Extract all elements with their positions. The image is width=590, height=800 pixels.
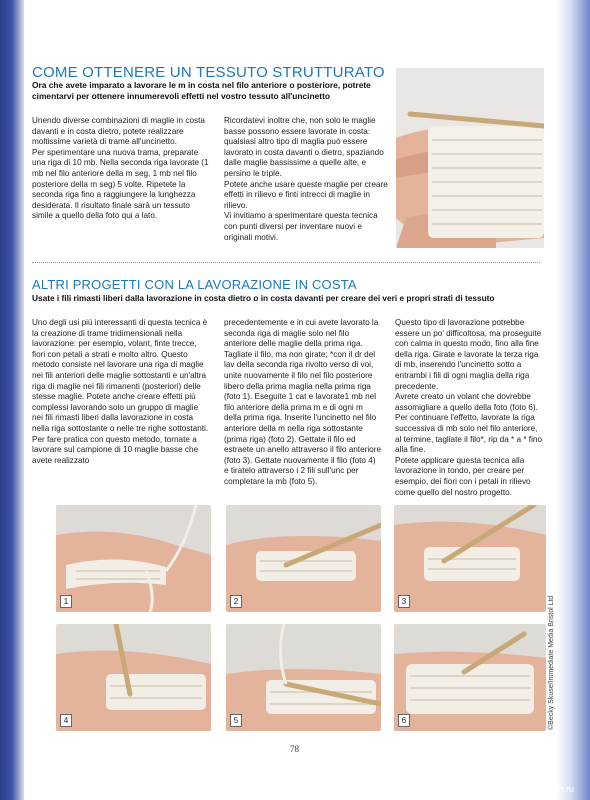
paragraph: Per sperimentare una nuova trama, preparate una riga di 10 mb. Nella seconda riga lavorate (1 mb nel filo anteriore della m seg, 1 mb nel filo posteriore della m seg) 5 volte. Ripetete la seconda riga fino a raggiungere la lunghezza desiderata. Il risultato finale sarà un tessuto simile a quello della foto qui a lato. xyxy=(32,147,209,221)
step-photo-5 xyxy=(226,624,381,731)
watermark: PassionForum.ru xyxy=(505,784,574,794)
section2-column-2 xyxy=(224,318,382,488)
paragraph: Uno degli usi più interessanti di questa tecnica è la creazione di trame tridimensionali nella lavorazione: per esempio, volant, finte trecce, fiori con petali a strati e molto altro. Questo metodo consiste nel lavorare una riga di maglie nei fili anteriori delle maglie sottostanti e un'altra riga di maglie nei fili rimanenti (posteriori) delle stesse maglie. Potete anche creare effetti più complessi lavorando solo un gruppo di maglie nei fili rimasti liberi dalla lavorazione in costa nella riga sottostante o nelle tre righe sottostanti. Per fare pratica con questo metodo, tornate a lavorare sul campione di 10 maglie basse che avete realizzato xyxy=(32,318,209,465)
section1-column-2 xyxy=(224,116,388,243)
section1-column-1 xyxy=(32,116,210,222)
section-intro-textured-fabric: Ora che avete imparato a lavorare le m in costa nel filo anteriore o posteriore, potrete cimentarvi per ottenere innumerevoli effetti nel vostro tessuto all'uncinetto xyxy=(32,80,371,101)
paragraph: precedentemente e in cui avete lavorato la seconda riga di maglie solo nel filo anteriore delle maglie della prima riga. Tagliate il filo, ma non girate; *con il dr del lav della seconda riga rivolto verso di voi, unite nuovamente il filo nel filo posteriore libero della prima maglia nella prima riga (foto 1). Eseguite 1 cat e lavorate1 mb nel filo anteriore della prima m e di ogni m della prima riga. Inserite l'uncinetto nel filo anteriore della m nella riga sottostante (prima riga) (foto 2). Gettate il filo ed estraete un anello attraverso il filo anteriore (foto 3). Gettate nuovamente il filo (foto 4) e tiratelo attraverso i 2 fili sull'unc per completare la mb (foto 5). xyxy=(224,318,382,486)
step-photo-1 xyxy=(56,505,211,612)
section-title-other-projects: ALTRI PROGETTI CON LA LAVORAZIONE IN COSTA xyxy=(32,277,357,292)
photo-textured-swatch xyxy=(396,68,544,248)
page-edge-right xyxy=(556,0,590,800)
paragraph: Avrete creato un volant che dovrebbe assomigliare a quello della foto (foto 6). xyxy=(395,392,538,412)
photo-number-badge: 2 xyxy=(230,595,242,608)
paragraph: Ricordatevi inoltre che, non solo le maglie basse possono essere lavorate in costa: qualsiasi altro tipo di maglia può essere lavorato in costa davanti o dietro, spaziando dalle maglie bassissime a quelle alte, e persino le triple. xyxy=(224,116,384,178)
step-photo-2 xyxy=(226,505,381,612)
section-title-textured-fabric: COME OTTENERE UN TESSUTO STRUTTURATO xyxy=(32,64,385,81)
paragraph: Potete anche usare queste maglie per creare effetti in rilievo e finti intrecci di maglie in rilievo. xyxy=(224,179,388,210)
paragraph: Unendo diverse combinazioni di maglie in costa davanti e in costa dietro, potete realizzare moltissime varietà di trame all'uncinetto. xyxy=(32,116,205,147)
photo-number-badge: 1 xyxy=(60,595,72,608)
paragraph: Vi invitiamo a sperimentare questa tecnica con punti diversi per inventare nuovi e originali motivi. xyxy=(224,211,378,242)
photo-number-badge: 6 xyxy=(398,714,410,727)
step-photo-4 xyxy=(56,624,211,731)
section2-column-1 xyxy=(32,318,210,466)
photo-credit: ©Becky Skuse/Immediate Media Bristol Ltd xyxy=(548,595,555,730)
page-number: 78 xyxy=(290,744,299,754)
section-divider xyxy=(32,262,540,263)
section2-column-3 xyxy=(395,318,545,498)
photo-number-badge: 3 xyxy=(398,595,410,608)
step-photo-6 xyxy=(394,624,546,731)
photo-number-badge: 5 xyxy=(230,714,242,727)
photo-number-badge: 4 xyxy=(60,714,72,727)
paragraph: Per continuare l'effetto, lavorate la riga successiva di mb solo nel filo anteriore, al termine, tagliate il filo*, rip da * a * fino alla fine. xyxy=(395,413,542,455)
paragraph: Questo tipo di lavorazione potrebbe essere un po' difficoltosa, ma proseguite con calma in questo modo, fino alla fine della riga. Girate e lavorate la terza riga di mb, inserendo l'uncinetto sotto a entrambi i fili di ogni maglia della riga precedente. xyxy=(395,318,542,391)
step-photo-3 xyxy=(394,505,546,612)
section-intro-other-projects: Usate i fili rimasti liberi dalla lavorazione in costa dietro o in costa davanti per creare dei veri e propri strati di tessuto xyxy=(32,293,495,303)
paragraph: Potete applicare questa tecnica alla lavorazione in tondo, per creare per esempio, dei fiori con i petali in rilievo come quello del nostro progetto. xyxy=(395,455,531,497)
